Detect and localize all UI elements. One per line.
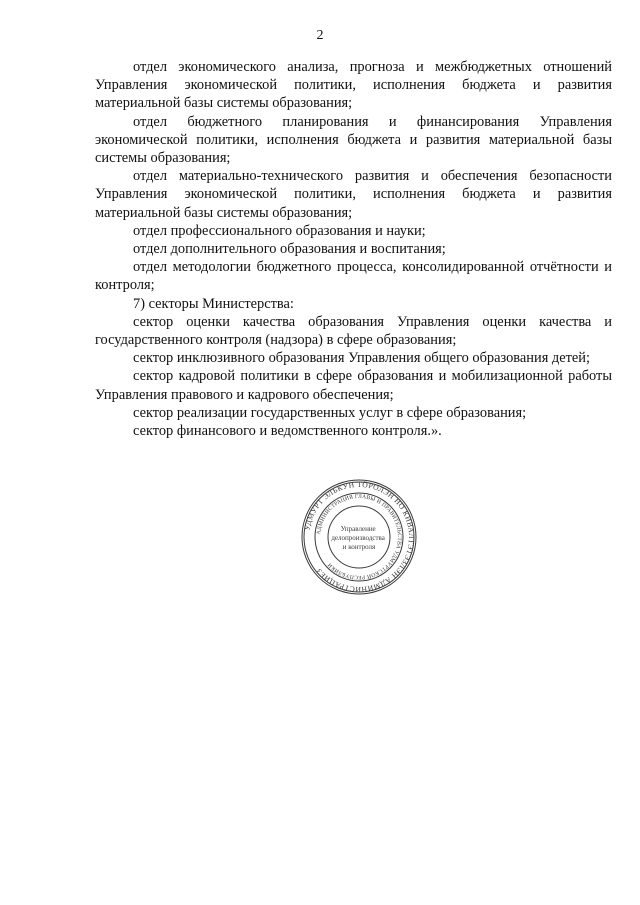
list-item: отдел бюджетного планирования и финансирования Управления экономической политики, исполнения бюджета и развития материальной базы системы образования; bbox=[95, 113, 612, 167]
page-number: 2 bbox=[316, 28, 324, 43]
seal-inner-text: АДМИНИСТРАЦИЯ ГЛАВЫ И ПРАВИТЕЛЬСТВА УДМУРТСКОЙ РЕСПУБЛИКИ bbox=[316, 493, 403, 581]
list-item: отдел профессионального образования и науки; bbox=[133, 222, 426, 239]
section-heading: 7) секторы Министерства: bbox=[133, 295, 294, 312]
official-seal-stamp bbox=[299, 477, 419, 597]
seal-outer-text: УДМУРТ ЭЛЬКУН ТӦРОЛЭН НО КИВАЛТЭТЭЗЛЭН АДМИНИСТРАЦИЕЗ bbox=[302, 479, 417, 595]
document-body bbox=[95, 58, 612, 440]
seal-graphic bbox=[299, 477, 419, 597]
list-item: отдел методологии бюджетного процесса, консолидированной отчётности и контроля; bbox=[95, 259, 612, 294]
seal-center-text: Управление делопроизводства и контроля bbox=[331, 525, 385, 551]
list-item: сектор финансового и ведомственного контроля.». bbox=[133, 423, 442, 440]
list-item: отдел экономического анализа, прогноза и межбюджетных отношений Управления экономической политики, исполнения бюджета и развития материальной базы системы образования; bbox=[95, 59, 612, 112]
list-item: сектор инклюзивного образования Управления общего образования детей; bbox=[133, 350, 590, 367]
list-item: сектор реализации государственных услуг в сфере образования; bbox=[133, 404, 527, 421]
list-item: сектор оценки качества образования Управления оценки качества и государственного контроля (надзора) в сфере образования; bbox=[95, 313, 612, 349]
list-item: сектор кадровой политики в сфере образования и мобилизационной работы Управления правового и кадрового обеспечения; bbox=[95, 368, 612, 403]
list-item: отдел дополнительного образования и воспитания; bbox=[133, 241, 446, 258]
list-item: отдел материально-технического развития и обеспечения безопасности Управления экономической политики, исполнения бюджета и развития материальной базы системы образования; bbox=[95, 168, 612, 221]
